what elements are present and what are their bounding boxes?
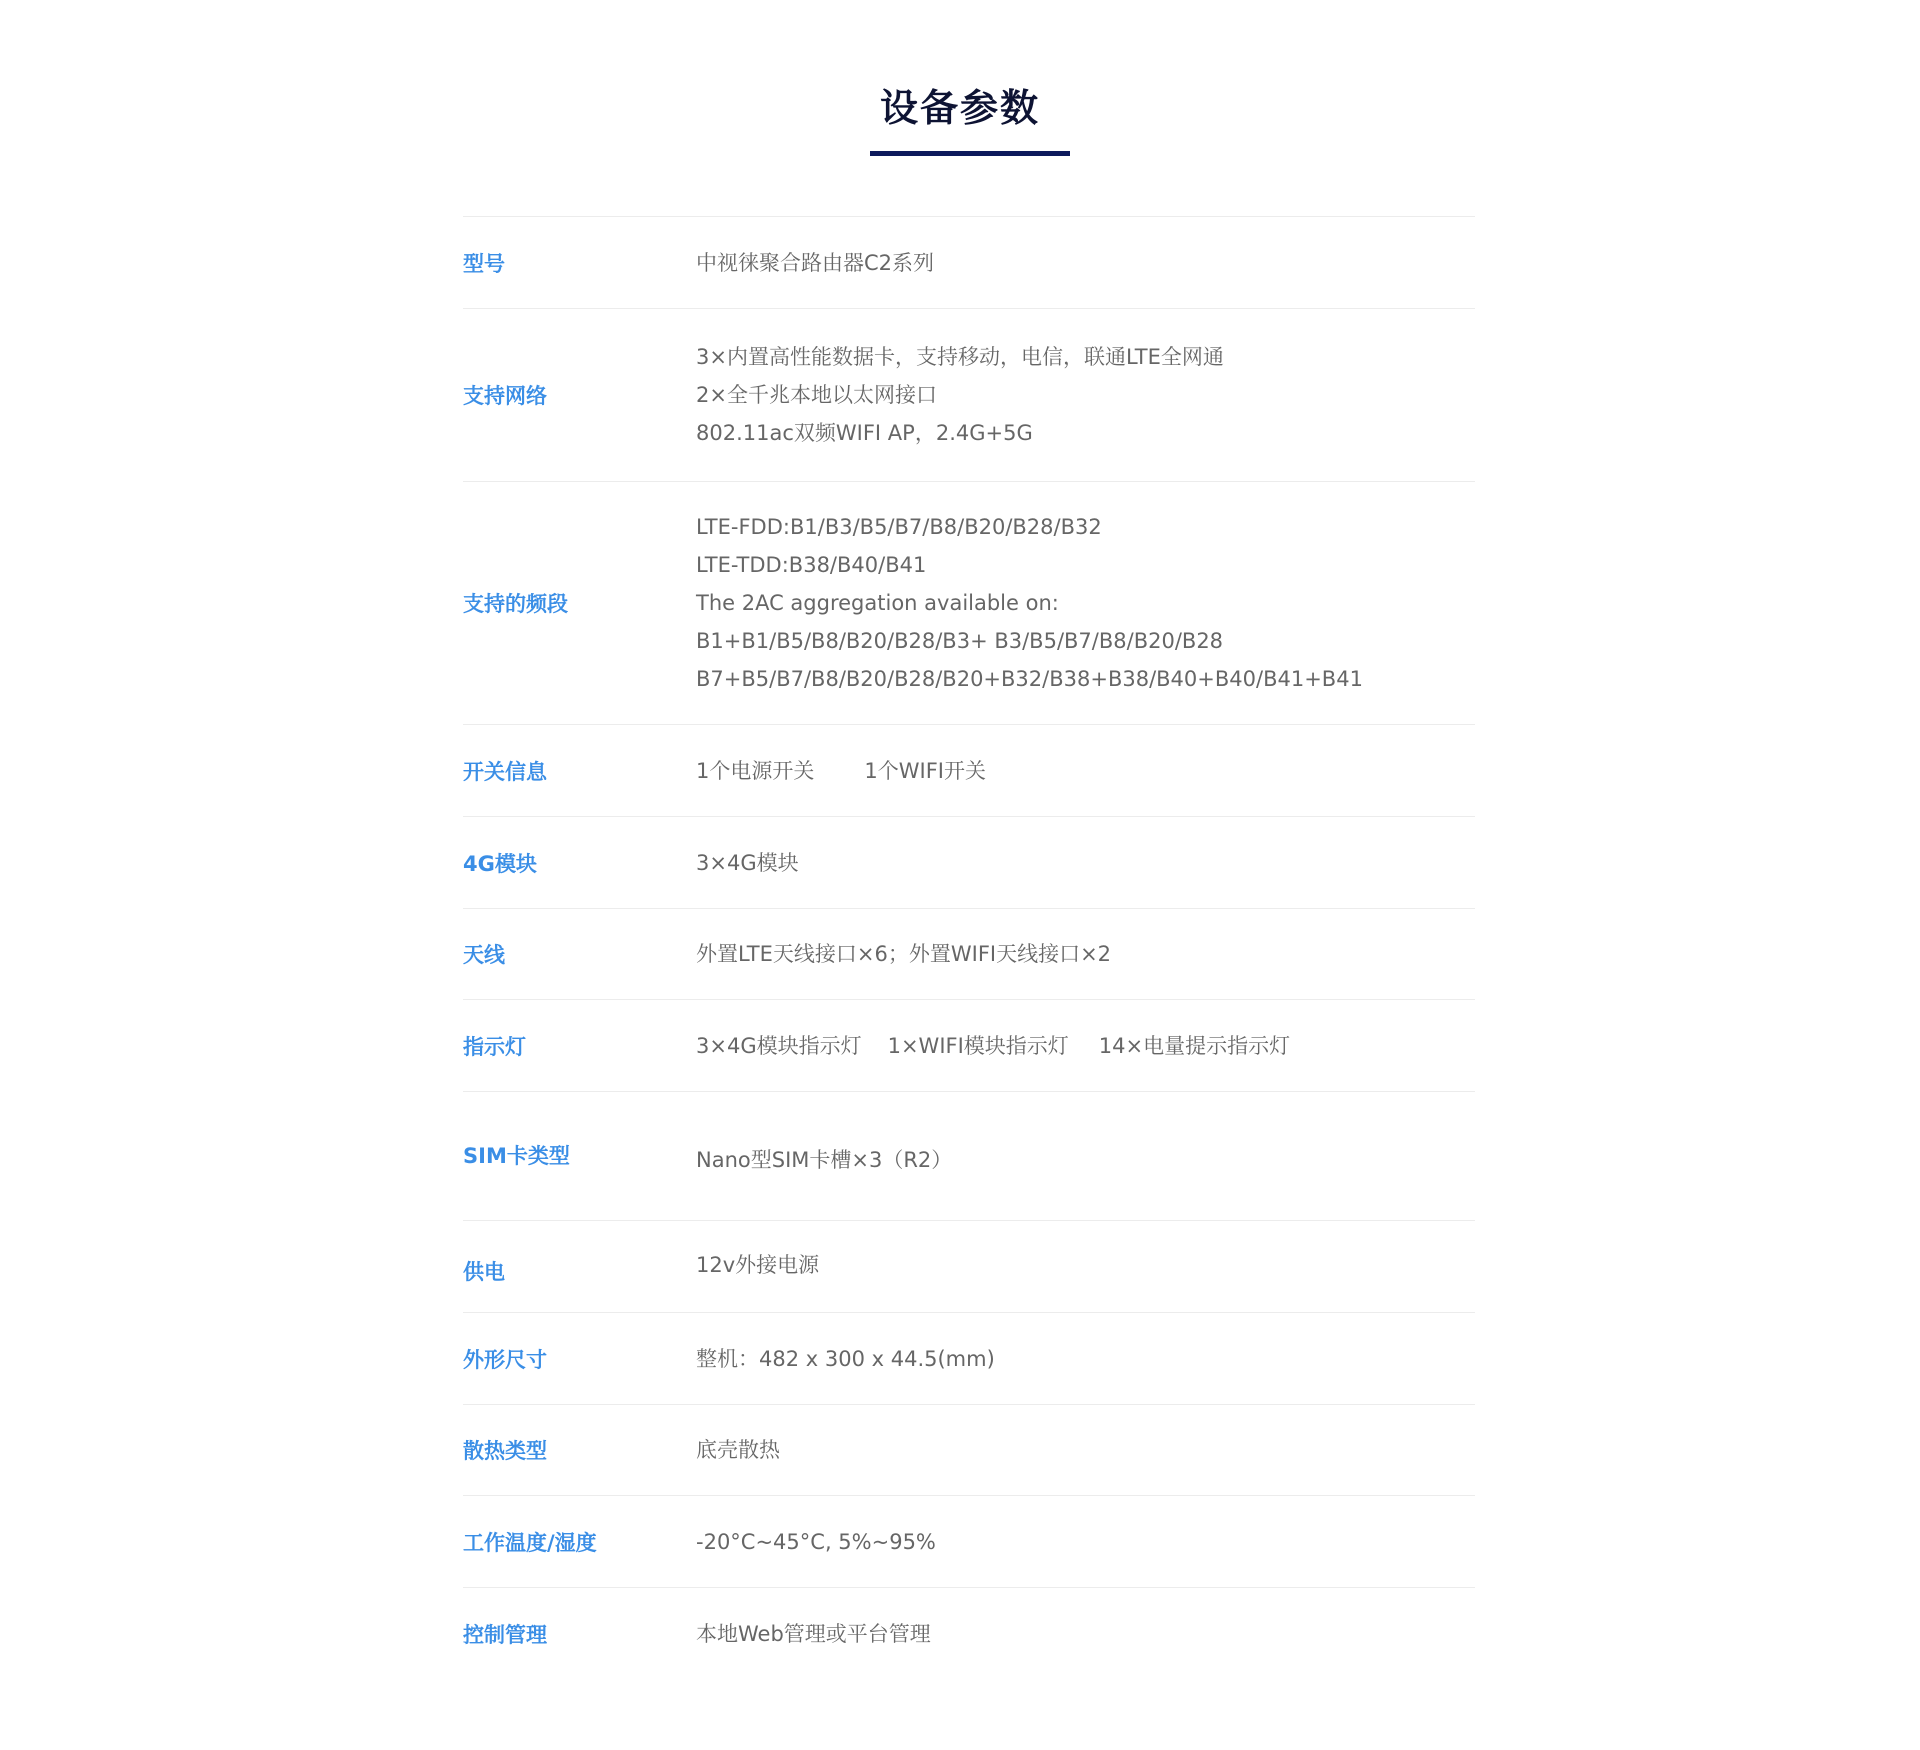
spec-row-antenna (463, 908, 1475, 999)
spec-label: 控制管理 (463, 1622, 547, 1647)
spec-label: 开关信息 (463, 759, 547, 784)
spec-value-line: 中视徕聚合路由器C2系列 (696, 250, 935, 275)
spec-value (696, 482, 1475, 724)
spec-row-sim (463, 1091, 1475, 1220)
spec-row-temperature (463, 1495, 1475, 1587)
spec-value (696, 1588, 1475, 1679)
spec-value-line: 12v外接电源 (696, 1252, 820, 1277)
spec-label: 支持网络 (463, 384, 547, 408)
spec-value-segment: 1个电源开关 (696, 758, 815, 783)
spec-value-segment: 1个WIFI开关 (864, 758, 986, 783)
spec-row-power (463, 1220, 1475, 1312)
spec-value-line: Nano型SIM卡槽×3（R2） (696, 1148, 953, 1172)
spec-value (696, 1000, 1475, 1091)
spec-value-line: B7+B5/B7/B8/B20/B28/B20+B32/B38+B38/B40+B40/B41+B41 (696, 667, 1363, 691)
spec-value-line: 底壳散热 (696, 1438, 780, 1462)
spec-label: 型号 (463, 251, 505, 276)
spec-value-segment: 3×4G模块指示灯 (696, 1033, 862, 1058)
spec-row-indicators (463, 999, 1475, 1091)
spec-label: 4G模块 (463, 851, 537, 876)
spec-label: SIM卡类型 (463, 1144, 570, 1168)
spec-value-segment: 14×电量提示指示灯 (1098, 1033, 1291, 1058)
spec-value-line: 本地Web管理或平台管理 (696, 1621, 931, 1646)
spec-value-line: The 2AC aggregation available on: (696, 591, 1059, 615)
page-title: 设备参数 (879, 86, 1040, 130)
spec-value-line: B1+B1/B5/B8/B20/B28/B3+ B3/B5/B7/B8/B20/B28 (696, 629, 1224, 653)
spec-row-4g-module (463, 816, 1475, 908)
spec-value-line: 外置LTE天线接口×6；外置WIFI天线接口×2 (696, 942, 1112, 966)
spec-row-dimensions (463, 1312, 1475, 1404)
spec-label: 支持的频段 (463, 592, 568, 616)
spec-label: 工作温度/湿度 (463, 1530, 597, 1555)
spec-value (696, 1313, 1475, 1404)
spec-row-management (463, 1587, 1475, 1679)
spec-value-segment: 1×WIFI模块指示灯 (887, 1033, 1069, 1058)
spec-value-line: 3×内置高性能数据卡，支持移动，电信，联通LTE全网通 (696, 345, 1224, 369)
spec-label: 天线 (463, 943, 505, 967)
spec-label: 供电 (463, 1259, 505, 1284)
spec-label: 外形尺寸 (463, 1347, 547, 1372)
spec-value (696, 909, 1475, 999)
spec-value-line: LTE-TDD:B38/B40/B41 (696, 553, 927, 577)
spec-value (696, 217, 1475, 308)
spec-value-line: 整机：482 x 300 x 44.5(mm) (696, 1346, 995, 1371)
spec-row-bands (463, 481, 1475, 724)
spec-row-model (463, 216, 1475, 308)
spec-value (696, 725, 1475, 816)
spec-label: 指示灯 (463, 1034, 526, 1059)
spec-value-line: 2×全千兆本地以太网接口 (696, 383, 937, 407)
spec-row-cooling (463, 1404, 1475, 1495)
spec-value-line: 3×4G模块 (696, 850, 799, 875)
spec-value (696, 1405, 1475, 1495)
spec-value-line: 802.11ac双频WIFI AP，2.4G+5G (696, 421, 1033, 445)
spec-value-line: -20°C~45°C, 5%~95% (696, 1529, 936, 1554)
spec-value-line: LTE-FDD:B1/B3/B5/B7/B8/B20/B28/B32 (696, 515, 1102, 539)
spec-value (696, 817, 1475, 908)
spec-value (696, 309, 1475, 481)
spec-value (696, 1496, 1475, 1587)
spec-value (696, 1092, 1475, 1220)
spec-value (696, 1221, 1475, 1312)
page-header (0, 80, 1920, 136)
spec-row-network (463, 308, 1475, 481)
spec-label: 散热类型 (463, 1439, 547, 1463)
spec-row-switches (463, 724, 1475, 816)
title-underline (870, 151, 1070, 156)
